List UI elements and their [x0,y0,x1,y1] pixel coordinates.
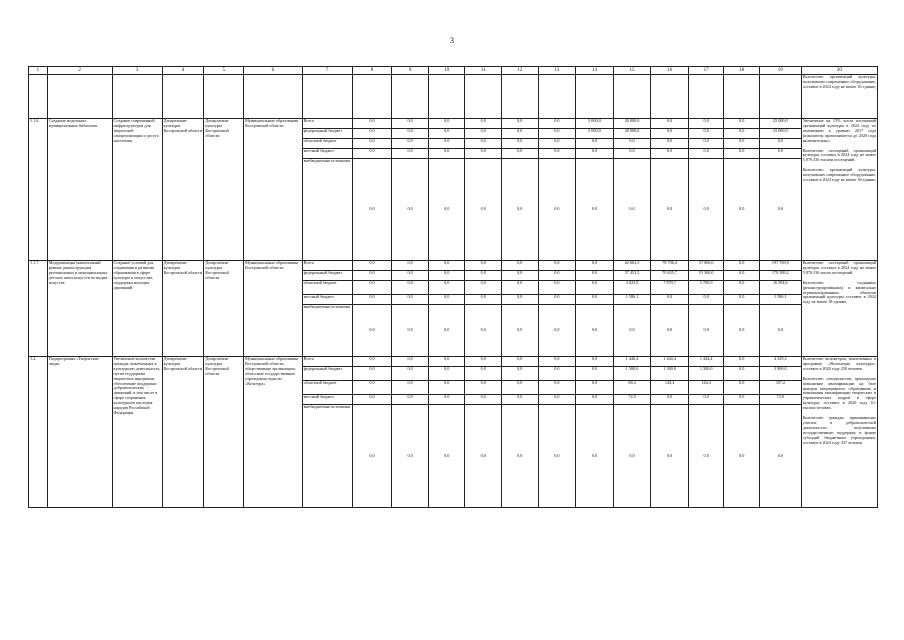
column-number: 9 [392,67,429,75]
funding-source: федеральный бюджет [302,129,352,139]
funding-value: 0,0 [724,159,760,261]
funding-value: 0,0 [502,367,539,381]
column-number: 17 [688,67,724,75]
empty-cell [162,75,204,119]
empty-cell [244,75,302,119]
empty-cell [613,75,651,119]
funding-value: 0,0 [428,129,465,139]
funding-value: 0,0 [651,149,689,159]
column-number: 1 [29,67,48,75]
funding-value: 0,0 [392,271,429,281]
funding-value: 0,0 [651,119,689,129]
funding-value: 72,0 [759,395,801,405]
funding-value: 0,0 [538,367,576,381]
funding-value: 0,0 [724,261,760,271]
funding-value: 0,0 [465,367,502,381]
funding-value: 144,4 [651,381,689,395]
funding-value: 0,0 [724,295,760,305]
funding-value: 0,0 [538,281,576,295]
funding-value: 0,0 [613,305,651,357]
funding-value: 0,0 [428,281,465,295]
column-number: 4 [162,67,204,75]
funding-source: местный бюджет [302,295,352,305]
funding-value: 0,0 [352,119,392,129]
funding-source: внебюджетные источники [302,405,352,508]
empty-cell [724,75,760,119]
funding-value: 0,0 [538,119,576,129]
funding-value: 0,0 [502,261,539,271]
empty-cell [465,75,502,119]
funding-value: 62 663,5 [613,261,651,271]
funding-value: 57 000,0 [688,261,724,271]
co-executor: Департамент культуры Костромской области [162,261,204,357]
funding-value: 0,0 [576,367,614,381]
funding-value: 0,0 [352,281,392,295]
funding-value: 0,0 [538,357,576,367]
column-number: 11 [465,67,502,75]
funding-value: 0,0 [651,139,689,149]
funding-value: 4 329,2 [759,357,801,367]
funding-value: 0,0 [392,129,429,139]
funding-value: 0,0 [576,139,614,149]
funding-value: 0,0 [576,261,614,271]
funding-source: Всего [302,357,352,367]
funding-value: 0,0 [465,357,502,367]
funding-value: 0,0 [538,129,576,139]
funding-value: 0,0 [465,381,502,395]
result-paragraph: Количество посещений организаций культуры составит в 2024 году не менее 5 879,336 тысяч посещений. [802,260,876,275]
empty-cell [502,75,539,119]
funding-value: 0,0 [392,367,429,381]
funding-value: 0,0 [352,367,392,381]
funding-value: 0,0 [428,271,465,281]
column-number: 5 [204,67,244,75]
funding-value: 0,0 [576,305,614,357]
funding-value: 0,0 [465,395,502,405]
column-number: 19 [759,67,801,75]
funding-value: 0,0 [502,381,539,395]
funding-value: 0,0 [724,149,760,159]
funding-value: 68,4 [613,381,651,395]
funding-value: 1 300,0 [651,367,689,381]
funding-value: 0,0 [352,305,392,357]
funding-value: 0,0 [502,129,539,139]
funding-value: 0,0 [651,305,689,357]
item-name: Подпрограмма «Творческие люди» [47,357,112,508]
funding-value: 357,2 [759,381,801,395]
column-number: 13 [538,67,576,75]
funding-value: 0,0 [352,261,392,271]
funding-value: 0,0 [465,159,502,261]
funding-value: 0,0 [576,357,614,367]
funding-value: 0,0 [502,295,539,305]
funding-value: 1 586,1 [759,295,801,305]
co-executor: Департамент культуры Костромской области [162,357,204,508]
funding-value: 25 000,0 [759,129,801,139]
empty-cell [392,75,429,119]
funding-value: 0,0 [465,129,502,139]
responsible-executor: Департамент культуры Костромской области [204,119,244,261]
funding-value: 1 444,4 [688,357,724,367]
funding-row [29,261,878,271]
funding-value: 0,0 [352,159,392,261]
funding-value: 5 700,0 [688,281,724,295]
participant: Муниципальные образования Костромской области [244,119,302,261]
funding-value: 0,0 [465,119,502,129]
result-paragraph: Количество граждан, принимающих участие в добровольческой деятельности, получивших государственную поддержку в форме субсидий бюджетным учреждениям, составит в 2024 году 437 человек. [802,415,876,445]
funding-value: 0,0 [352,405,392,508]
funding-value: 0,0 [465,295,502,305]
funding-value: 0,0 [688,295,724,305]
funding-value: 0,0 [724,281,760,295]
funding-value: 51 300,0 [688,271,724,281]
funding-value: 0,0 [502,271,539,281]
funding-value: 0,0 [502,305,539,357]
participant: Муниципальные образования Костромской области, общественные организации, областные государственные учреждения отрасли «Культура» [244,357,302,508]
funding-value: 0,0 [428,139,465,149]
funding-value: 0,0 [538,149,576,159]
funding-value: 0,0 [392,381,429,395]
funding-value: 0,0 [428,395,465,405]
responsible-executor: Департамент культуры Костромской области [204,261,244,357]
funding-value: 0,0 [428,367,465,381]
funding-value: 0,0 [759,159,801,261]
funding-value: 0,0 [465,405,502,508]
funding-value: 0,0 [428,295,465,305]
participant: Муниципальные образования Костромской области [244,261,302,357]
funding-value: 0,0 [502,357,539,367]
funding-source: местный бюджет [302,395,352,405]
co-executor: Департамент культуры Костромской области [162,119,204,261]
funding-value: 0,0 [352,271,392,281]
funding-value: 0,0 [428,119,465,129]
expected-result [801,119,877,261]
funding-value: 0,0 [392,305,429,357]
empty-cell [112,75,162,119]
funding-value: 0,0 [613,159,651,261]
empty-cell [428,75,465,119]
funding-value: 0,0 [724,139,760,149]
funding-value: 0,0 [651,129,689,139]
funding-source: Всего [302,119,352,129]
column-number: 12 [502,67,539,75]
funding-value: 0,0 [392,139,429,149]
continuation-result: Количество организаций культуры, получивших современное оборудование, составит в 2024 году не менее 36 единиц [801,75,877,119]
funding-value: 0,0 [688,119,724,129]
funding-value: 0,0 [352,395,392,405]
funding-value: 72,0 [613,395,651,405]
funding-value: 0,0 [688,159,724,261]
column-number: 18 [724,67,760,75]
page-number: 3 [450,36,454,45]
program-table [28,66,878,508]
empty-cell [651,75,689,119]
funding-value: 0,0 [688,405,724,508]
column-number: 8 [352,67,392,75]
funding-value: 0,0 [724,357,760,367]
funding-value: 0,0 [759,405,801,508]
funding-value: 0,0 [502,119,539,129]
funding-row [29,119,878,129]
funding-value: 0,0 [651,395,689,405]
funding-value: 0,0 [538,139,576,149]
funding-value: 0,0 [724,405,760,508]
funding-source: областной бюджет [302,381,352,395]
funding-value: 0,0 [352,139,392,149]
funding-value: 0,0 [576,159,614,261]
funding-value: 0,0 [576,281,614,295]
funding-value: 0,0 [651,405,689,508]
funding-value: 1 444,4 [651,357,689,367]
empty-cell [688,75,724,119]
funding-value: 0,0 [688,395,724,405]
funding-value: 0,0 [428,261,465,271]
column-number: 14 [576,67,614,75]
empty-cell [759,75,801,119]
funding-value: 0,0 [392,261,429,271]
empty-cell [47,75,112,119]
empty-cell [538,75,576,119]
funding-value: 0,0 [392,119,429,129]
funding-value: 3 023,9 [613,281,651,295]
funding-value: 0,0 [392,149,429,159]
funding-value: 20 000,0 [613,119,651,129]
funding-value: 0,0 [576,295,614,305]
funding-value: 0,0 [352,357,392,367]
funding-value: 0,0 [465,139,502,149]
item-goal: Создание условий для сохранения и развития образования в сфере культуры и искусства, поддержка молодых дарований [112,261,162,357]
column-number: 15 [613,67,651,75]
expected-result [801,357,877,508]
funding-value: 0,0 [428,381,465,395]
funding-value: 0,0 [576,271,614,281]
funding-source: внебюджетные источники [302,159,352,261]
funding-value: 0,0 [538,395,576,405]
funding-value: 0,0 [502,149,539,159]
funding-value: 0,0 [688,149,724,159]
funding-value: 0,0 [576,395,614,405]
funding-value: 1 586,1 [613,295,651,305]
funding-value: 0,0 [724,119,760,129]
funding-value: 0,0 [538,271,576,281]
funding-value: 0,0 [352,129,392,139]
funding-value: 1 300,0 [688,367,724,381]
funding-source: федеральный бюджет [302,367,352,381]
funding-value: 0,0 [392,357,429,367]
funding-value: 0,0 [392,295,429,305]
funding-value: 0,0 [502,281,539,295]
funding-row [29,357,878,367]
funding-value: 0,0 [724,271,760,281]
funding-value: 144,4 [688,381,724,395]
funding-value: 3 900,0 [759,367,801,381]
responsible-executor: Департамент культуры Костромской области [204,357,244,508]
funding-value: 0,0 [651,159,689,261]
empty-cell [576,75,614,119]
funding-value: 0,0 [502,139,539,149]
funding-value: 0,0 [465,149,502,159]
funding-value: 5 000,0 [576,129,614,139]
funding-value: 0,0 [352,295,392,305]
funding-value: 20 000,0 [613,129,651,139]
funding-value: 0,0 [428,159,465,261]
continuation-row [29,75,878,119]
funding-source: внебюджетные источники [302,305,352,357]
funding-value: 0,0 [428,357,465,367]
item-goal: Увеличение количества граждан, вовлеченных в культурную деятельность, путем поддержки творческих инициатив, обеспечение поддержки добровольческих движений, в том числе в сфере сохранения культурного наследия народов Российской Федерации [112,357,162,508]
funding-value: 0,0 [759,149,801,159]
funding-value: 179 589,2 [759,271,801,281]
funding-value: 0,0 [724,367,760,381]
funding-value: 0,0 [759,139,801,149]
item-code: 1.2. [29,357,48,508]
funding-value: 0,0 [613,405,651,508]
funding-value: 1 300,0 [613,367,651,381]
item-name: Модернизация (капитальный ремонт, реконструкция) региональных и муниципальных детских школ искусств по видам искусств [47,261,112,357]
funding-value: 0,0 [688,305,724,357]
column-number: 7 [302,67,352,75]
funding-value: 0,0 [502,405,539,508]
funding-value: 0,0 [538,381,576,395]
funding-value: 0,0 [576,149,614,159]
funding-value: 0,0 [352,381,392,395]
funding-value: 0,0 [538,159,576,261]
column-number: 20 [801,67,877,75]
result-paragraph: Количество специалистов, прошедших повышение квалификации на базе центров непрерывного образования и повышения квалификации творческих и управленческих кадров в сфере культуры, составит в 2020 году 0,1 тысячи человек. [802,375,876,411]
funding-value: 0,0 [724,381,760,395]
funding-source: федеральный бюджет [302,271,352,281]
empty-cell [352,75,392,119]
funding-value: 57 453,5 [613,271,651,281]
funding-value: 0,0 [465,305,502,357]
funding-value: 0,0 [538,261,576,271]
funding-value: 7 870,7 [651,281,689,295]
funding-value: 0,0 [576,381,614,395]
funding-value: 78 706,4 [651,261,689,271]
funding-value: 0,0 [392,405,429,508]
empty-cell [302,75,352,119]
funding-value: 0,0 [428,305,465,357]
funding-value: 0,0 [759,305,801,357]
funding-value: 0,0 [392,395,429,405]
funding-value: 0,0 [724,305,760,357]
funding-value: 0,0 [465,271,502,281]
funding-value: 0,0 [724,395,760,405]
item-code: 1.1.6. [29,119,48,261]
result-paragraph: Увеличение на 15% числа посещений организаций культуры в 2024 году по отношению к уровню 2017 года (показатель прописывается до 2020 года включительно). [802,118,876,143]
funding-value: 5 000,0 [576,119,614,129]
column-number-row [29,67,878,75]
funding-source: областной бюджет [302,281,352,295]
funding-value: 0,0 [502,159,539,261]
funding-value: 0,0 [538,405,576,508]
empty-cell [29,75,48,119]
column-number: 2 [47,67,112,75]
column-number: 10 [428,67,465,75]
funding-value: 0,0 [428,405,465,508]
funding-value: 0,0 [392,281,429,295]
funding-source: Всего [302,261,352,271]
funding-source: местный бюджет [302,149,352,159]
funding-value: 0,0 [428,149,465,159]
item-code: 1.1.7. [29,261,48,357]
funding-value: 0,0 [502,395,539,405]
funding-value: 0,0 [688,129,724,139]
column-number: 3 [112,67,162,75]
funding-value: 0,0 [352,149,392,159]
funding-value: 0,0 [538,305,576,357]
funding-value: 16 594,6 [759,281,801,295]
funding-value: 0,0 [576,405,614,508]
funding-value: 0,0 [613,139,651,149]
result-paragraph: Количество организаций культуры, получивших современное оборудование, составит в 2024 году не менее 36 единиц [802,167,876,183]
result-paragraph: Количество волонтеров, вовлеченных в программу «Волонтеры культуры», составит в 2020 году 250 человек [802,356,876,371]
column-number: 6 [244,67,302,75]
item-name: Создание модельных муниципальных библиотек [47,119,112,261]
funding-value: 0,0 [465,261,502,271]
funding-value: 0,0 [538,295,576,305]
column-number: 16 [651,67,689,75]
funding-source: областной бюджет [302,139,352,149]
funding-value: 0,0 [392,159,429,261]
funding-value: 0,0 [724,129,760,139]
funding-value: 197 769,9 [759,261,801,271]
funding-value: 0,0 [688,139,724,149]
result-paragraph: Количество созданных (реконструированных) и капитально отремонтированных объектов организаций культуры составит в 2024 году не менее 18 единиц [802,279,876,305]
funding-value: 1 440,4 [613,357,651,367]
funding-value: 0,0 [613,149,651,159]
funding-value: 25 000,0 [759,119,801,129]
funding-value: 70 835,7 [651,271,689,281]
item-goal: Создание современной инфраструктуры для творческой самореализации и досуга населения [112,119,162,261]
funding-value: 0,0 [651,295,689,305]
empty-cell [204,75,244,119]
funding-value: 0,0 [465,281,502,295]
expected-result [801,261,877,357]
result-paragraph: Количество посещений организаций культуры составит в 2024 году не менее 5 879,336 тысячи посещений. [802,147,876,163]
